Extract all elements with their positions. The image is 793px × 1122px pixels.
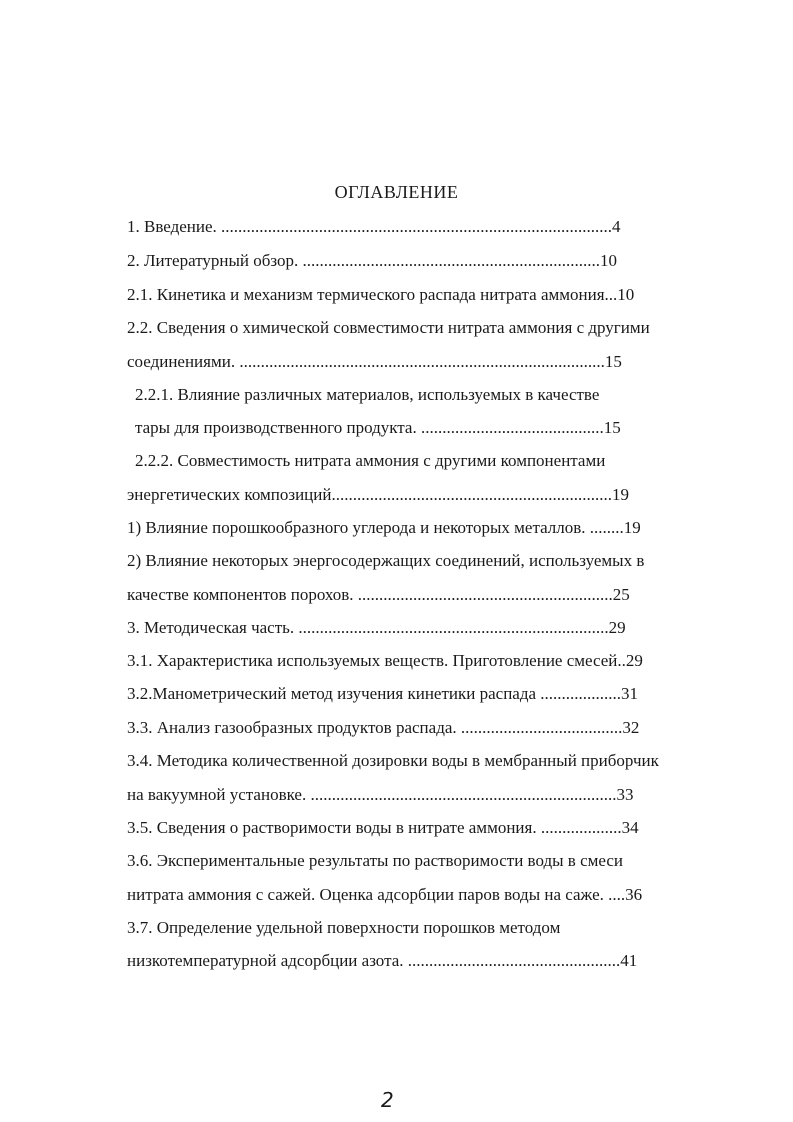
toc-entry: низкотемпературной адсорбции азота. ..................................................41 bbox=[127, 951, 638, 970]
toc-entry: 2.1. Кинетика и механизм термического распада нитрата аммония...10 bbox=[127, 285, 635, 304]
toc-entry: 3.4. Методика количественной дозировки воды в мембранный приборчик bbox=[127, 751, 659, 770]
toc-entry: соединениями. ......................................................................................15 bbox=[127, 352, 622, 371]
toc-entry: 2. Литературный обзор. ......................................................................10 bbox=[127, 251, 618, 270]
toc-entry: 1. Введение. ............................................................................................4 bbox=[127, 217, 621, 236]
toc-entry: 3.5. Сведения о растворимости воды в нитрате аммония. ...................34 bbox=[127, 818, 639, 837]
toc-entry: 2.2.1. Влияние различных материалов, используемых в качестве bbox=[135, 385, 600, 404]
toc-entry: 3. Методическая часть. .........................................................................29 bbox=[127, 618, 626, 637]
page-number: 2 bbox=[381, 1088, 394, 1112]
toc-entry: энергетических композиций..................................................................19 bbox=[127, 485, 629, 504]
toc-entry: 2.2. Сведения о химической совместимости нитрата аммония с другими bbox=[127, 318, 650, 337]
page-title: ОГЛАВЛЕНИЕ bbox=[334, 182, 459, 202]
toc-entry: 2.2.2. Совместимость нитрата аммония с другими компонентами bbox=[135, 451, 606, 470]
toc-entry: 3.7. Определение удельной поверхности порошков методом bbox=[127, 918, 561, 937]
toc-entry: 3.6. Экспериментальные результаты по растворимости воды в смеси bbox=[127, 851, 623, 870]
toc-entry: 3.1. Характеристика используемых веществ. Приготовление смесей..29 bbox=[127, 651, 643, 670]
toc-entry: нитрата аммония с сажей. Оценка адсорбции паров воды на саже. ....36 bbox=[127, 885, 643, 904]
toc-entry: тары для производственного продукта. ...........................................15 bbox=[135, 418, 621, 437]
toc-entry: 3.2.Манометрический метод изучения кинетики распада ...................31 bbox=[127, 684, 639, 703]
toc-entry: 1) Влияние порошкообразного углерода и некоторых металлов. ........19 bbox=[127, 518, 641, 537]
toc-entry: качестве компонентов порохов. ............................................................25 bbox=[127, 585, 630, 604]
toc-entry: 3.3. Анализ газообразных продуктов распада. ......................................32 bbox=[127, 718, 640, 737]
toc-entry: 2) Влияние некоторых энергосодержащих соединений, используемых в bbox=[127, 551, 645, 570]
toc-entry: на вакуумной установке. ........................................................................33 bbox=[127, 785, 634, 804]
